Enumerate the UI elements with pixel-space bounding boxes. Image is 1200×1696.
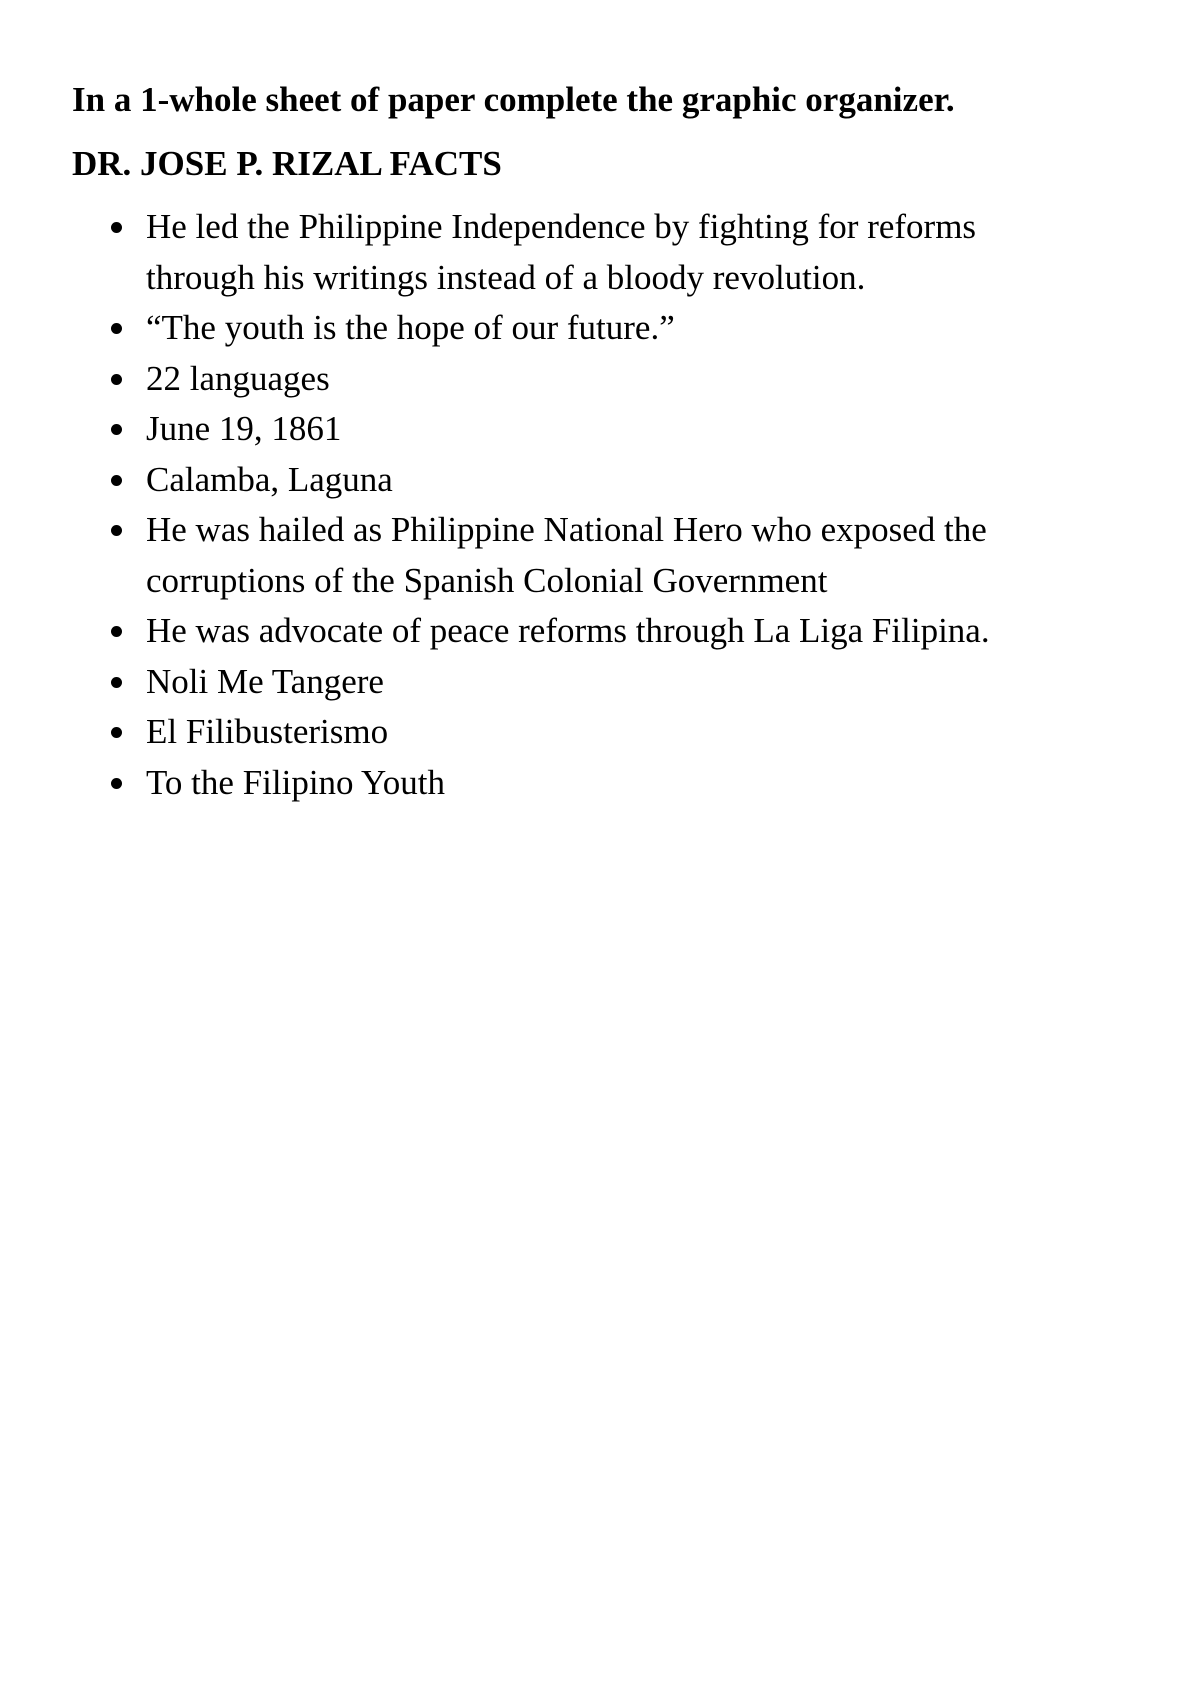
fact-item — [72, 404, 1092, 455]
fact-item — [72, 505, 1092, 606]
fact-text: June 19, 1861 — [146, 409, 342, 448]
fact-item — [72, 707, 1092, 758]
fact-text: Calamba, Laguna — [146, 459, 393, 499]
bullet-icon — [111, 475, 122, 486]
bullet-icon — [111, 374, 122, 385]
fact-item — [72, 303, 1092, 354]
fact-text: He led the Philippine Independence by fighting for reforms through his writings instead of a bloody revolution. — [146, 207, 977, 297]
fact-text: He was hailed as Philippine National Hero who exposed the corruptions of the Spanish Colonial Government — [146, 510, 987, 600]
fact-item — [72, 455, 1092, 506]
section-heading: DR. JOSE P. RIZAL FACTS — [72, 144, 502, 183]
fact-item — [72, 758, 1092, 809]
fact-text: He was advocate of peace reforms through La Liga Filipina. — [146, 611, 990, 650]
fact-item — [72, 202, 1092, 303]
bullet-icon — [111, 323, 122, 334]
bullet-icon — [111, 222, 122, 233]
fact-item — [72, 354, 1092, 405]
bullet-icon — [111, 677, 122, 688]
fact-text: To the Filipino Youth — [146, 762, 446, 802]
bullet-icon — [111, 626, 122, 637]
fact-item — [72, 657, 1092, 708]
fact-text: “The youth is the hope of our future.” — [146, 308, 675, 347]
bullet-icon — [111, 424, 122, 435]
facts-list — [72, 202, 1140, 808]
instruction-text: In a 1-whole sheet of paper complete the graphic organizer. — [72, 80, 955, 119]
bullet-icon — [111, 525, 122, 536]
bullet-icon — [111, 778, 122, 789]
fact-text: Noli Me Tangere — [146, 661, 384, 701]
fact-item — [72, 606, 1092, 657]
fact-text: El Filibusterismo — [146, 712, 389, 751]
fact-text: 22 languages — [146, 358, 330, 398]
bullet-icon — [111, 727, 122, 738]
